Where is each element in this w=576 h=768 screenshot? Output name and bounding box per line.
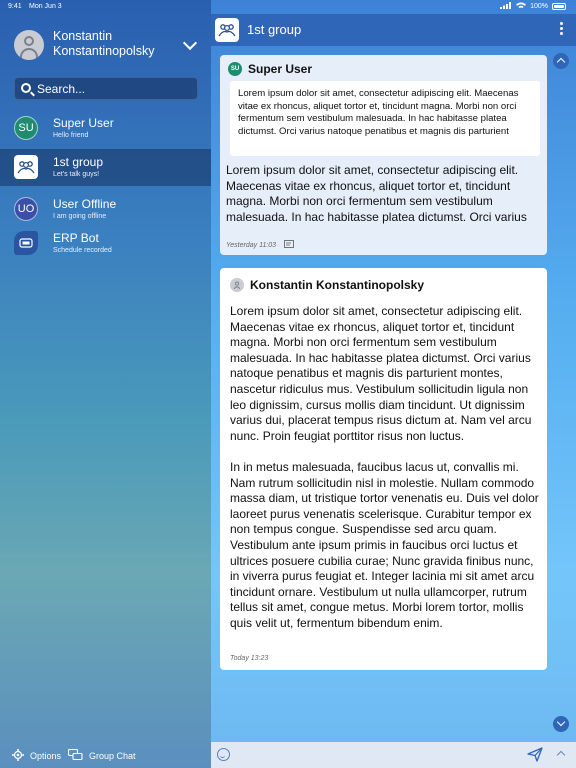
- message-text: Lorem ipsum dolor sit amet, consectetur adipiscing elit. Maecenas vitae ex rhoncus, aliquet tortor et, tincidunt magna. Morbi non orci fermentum sem vestibulum malesuada. In hac habitasse platea dictumst. Orci varius: [226, 163, 527, 224]
- chat-subtitle: I am going offline: [53, 213, 107, 220]
- options-label: Options: [30, 751, 62, 761]
- sender-avatar: SU: [228, 62, 242, 76]
- sidebar: [0, 0, 211, 768]
- group-chat-button[interactable]: [68, 749, 136, 763]
- message-meta: [226, 240, 294, 251]
- chat-item-super-user[interactable]: [0, 110, 211, 147]
- chat-bubbles-icon: [68, 749, 83, 763]
- edit-icon[interactable]: [284, 240, 294, 251]
- chat-title: Super User: [53, 116, 114, 130]
- chat-item-user-offline[interactable]: [0, 191, 211, 228]
- message-bubble: [220, 268, 547, 670]
- chat-item-erp-bot[interactable]: [0, 225, 211, 262]
- sender-name: Super User: [248, 62, 313, 76]
- bot-icon: [14, 231, 38, 255]
- chat-title: 1st group: [53, 155, 104, 169]
- message-paragraph: In in metus malesuada, faucibus lacus ut, convallis mi. Nam rutrum sollicitudin nisl in molestie. Nullam commodo massa diam, ut tristique tortor venenatis eu. Duis vel dolor laoreet purus venenatis scelerisque. Curabitur tempor ex non tempus congue. Suspendisse sed arcu quam. Vestibulum ante ipsum primis in faucibus orci luctus et ultrices posuere cubilia curae; Nunc gravida finibus nunc, in viverra purus feugiat et. Integer lacinia mi sit amet arcu tincidunt ornare. Vestibulum ut nulla ullamcorper, rutrum tellus sit amet, congue metus. Morbi lorem tortor, mollis quis velit ut, fermentum bibendum enim.: [230, 459, 539, 630]
- more-vertical-icon[interactable]: [560, 22, 564, 38]
- scroll-up-button[interactable]: [553, 53, 569, 69]
- chat-title: User Offline: [53, 197, 117, 211]
- status-bar: [0, 0, 576, 14]
- chat-item-1st-group[interactable]: [0, 149, 211, 186]
- profile-header[interactable]: [14, 28, 204, 62]
- group-chat-label: Group Chat: [89, 751, 136, 761]
- chat-title: ERP Bot: [53, 231, 99, 245]
- emoji-icon[interactable]: [217, 748, 230, 761]
- signal-icon: [500, 2, 512, 11]
- message-sender: [228, 62, 312, 76]
- avatar: [14, 30, 44, 60]
- user-offline-avatar: UO: [14, 197, 38, 221]
- message-paragraph: Lorem ipsum dolor sit amet, consectetur adipiscing elit. Maecenas vitae ex rhoncus, aliquet tortor et, tincidunt magna. Morbi non orci fermentum sem vestibulum malesuada. In hac habitasse platea dictumst. Orci varius natoque penatibus et magnis dis parturient montes, nascetur ridiculus mus. Vestibulum sollicitudin ligula non leo dignissim, cursus mollis diam tincidunt. Ut dignissim varius dui, placerat tempus risus dictum at. Nam vel arcu nunc. Proin feugiat porttitor risus non luctus.: [230, 304, 532, 443]
- chevron-down-icon[interactable]: [183, 36, 197, 50]
- chat-subtitle: Let's talk guys!: [53, 171, 100, 178]
- group-icon: [215, 18, 239, 42]
- gear-icon: [12, 749, 24, 763]
- message-time: Today 13:23: [230, 655, 269, 662]
- message-bubble: [220, 55, 547, 255]
- message-input[interactable]: [237, 747, 517, 763]
- message-meta: [230, 655, 268, 662]
- chat-header: [211, 14, 576, 46]
- sender-avatar-icon: [230, 278, 244, 292]
- sidebar-bottom-bar: [0, 744, 211, 768]
- chat-panel: [211, 0, 576, 768]
- chat-subtitle: Hello friend: [53, 132, 89, 139]
- search-icon: [21, 83, 31, 93]
- scroll-down-button[interactable]: [553, 716, 569, 732]
- profile-name: Konstantin Konstantinopolsky: [53, 29, 155, 58]
- chat-title: 1st group: [247, 22, 302, 37]
- search-input[interactable]: [37, 81, 192, 97]
- sender-name: Konstantin Konstantinopolsky: [250, 278, 424, 292]
- search-box[interactable]: [14, 77, 198, 100]
- status-indicators: [500, 2, 566, 11]
- message-composer: [211, 742, 576, 768]
- options-button[interactable]: [12, 749, 61, 763]
- group-icon: [14, 155, 38, 179]
- message-text: [230, 304, 540, 631]
- send-icon[interactable]: [527, 747, 543, 767]
- message-sender: [230, 278, 424, 292]
- battery-icon: [552, 3, 566, 10]
- status-date: Mon Jun 3: [29, 3, 62, 10]
- message-time: Yesterday 11:03: [226, 242, 277, 249]
- chat-subtitle: Schedule recorded: [53, 247, 112, 254]
- wifi-icon: [516, 2, 526, 11]
- super-user-avatar: SU: [14, 116, 38, 140]
- battery-percent: 100%: [530, 3, 548, 10]
- status-time: 9:41: [8, 3, 22, 10]
- chevron-up-icon[interactable]: [557, 751, 565, 759]
- quoted-message: Lorem ipsum dolor sit amet, consectetur adipiscing elit. Maecenas vitae ex rhoncus, aliquet tortor et, tincidunt magna. Morbi non orci fermentum sem vestibulum malesuada. In hac habitasse platea dictumst. Orci varius natoque penatibus et magnis dis parturient: [230, 81, 540, 156]
